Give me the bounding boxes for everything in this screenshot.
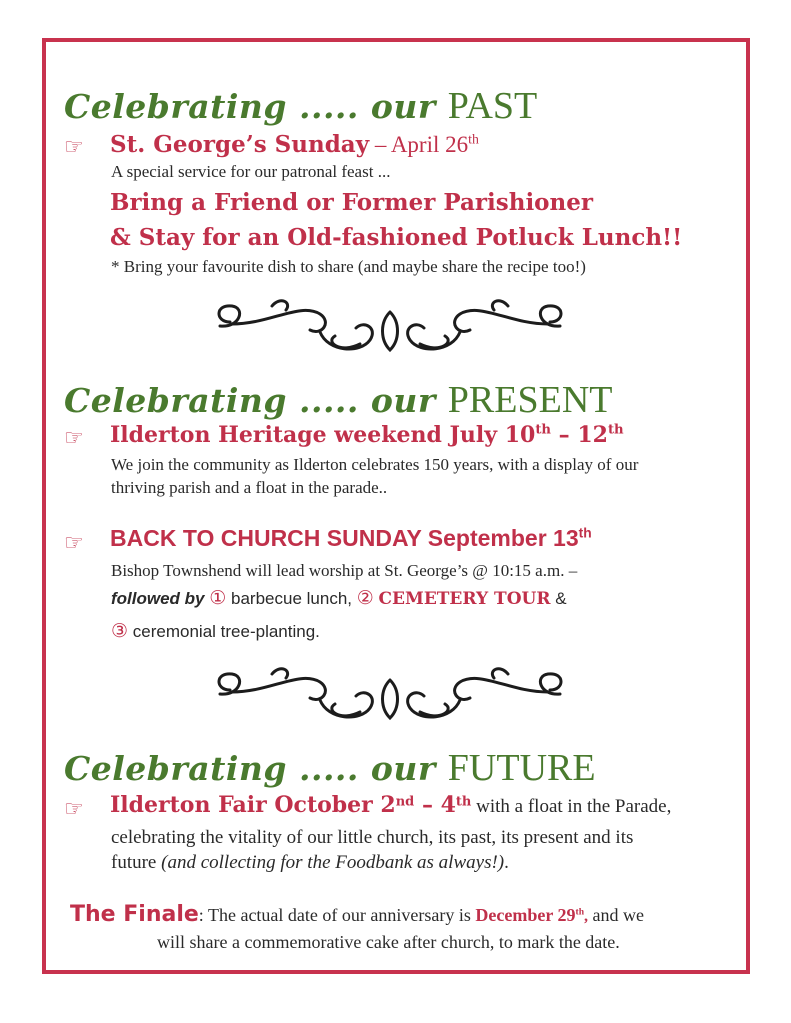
finale-text1: : The actual date of our anniversary is	[198, 905, 476, 925]
fair-line	[110, 792, 671, 818]
present-celebrating: Celebrating ..... our	[64, 381, 436, 420]
pointing-hand-icon: ☞	[64, 135, 84, 160]
amp: &	[555, 589, 567, 608]
item1: barbecue lunch,	[231, 589, 352, 608]
finale-text1-end: and we	[588, 905, 645, 925]
finale-date: December 29	[475, 905, 576, 925]
past-celebrating: Celebrating ..... our	[64, 87, 436, 126]
back-sup: th	[578, 525, 592, 541]
back-title-line	[110, 525, 592, 552]
pointing-hand-icon: ☞	[64, 797, 84, 822]
fair-desc2-line	[111, 852, 509, 874]
fair-desc2: future	[111, 852, 162, 873]
past-event-title: St. George’s Sunday	[110, 131, 370, 158]
finale-title: The Finale	[70, 902, 199, 927]
past-word: PAST	[447, 85, 538, 127]
future-celebrating: Celebrating ..... our	[64, 749, 436, 788]
pointing-hand-icon: ☞	[64, 531, 84, 556]
fair-desc1: celebrating the vitality of our little church, its past, its present and its	[111, 827, 634, 848]
past-note: * Bring your favourite dish to share (and maybe share the recipe too!)	[111, 257, 586, 276]
fair-tail: with a float in the Parade,	[471, 796, 672, 817]
past-event-dash: –	[369, 132, 391, 157]
finale-date-sup: th	[575, 906, 585, 918]
present-heading	[64, 378, 613, 422]
fair-desc2-end: .	[504, 852, 509, 873]
item2-num: ②	[356, 587, 374, 609]
heritage-dash: – 12	[551, 422, 608, 448]
item2: CEMETERY TOUR	[378, 589, 551, 609]
back-desc: Bishop Townshend will lead worship at St. George’s @ 10:15 a.m. –	[111, 561, 578, 580]
past-line2: & Stay for an Old-fashioned Potluck Lunch!!	[110, 224, 683, 251]
fair-title: Ilderton Fair October 2	[110, 792, 396, 818]
item3-line	[111, 620, 320, 642]
past-heading	[64, 84, 537, 128]
past-event-date-sup: th	[468, 131, 479, 147]
heritage-sup1: th	[535, 422, 552, 438]
fair-dash: – 4	[414, 792, 456, 818]
fair-sup1: nd	[395, 794, 415, 810]
followed-line	[111, 587, 567, 609]
heritage-desc1: We join the community as Ilderton celebrates 150 years, with a display of our	[111, 455, 639, 474]
fair-desc2-ital: (and collecting for the Foodbank as always!)	[161, 852, 505, 873]
item3-end: .	[315, 622, 320, 641]
future-word: FUTURE	[447, 747, 596, 789]
heritage-desc2: thriving parish and a float in the parade..	[111, 478, 388, 497]
item3: ceremonial tree-planting	[132, 622, 316, 641]
item1-num: ①	[209, 587, 227, 609]
present-word: PRESENT	[447, 379, 613, 421]
followed-by: followed by	[111, 589, 205, 608]
finale-line1	[70, 902, 644, 927]
past-line1: Bring a Friend or Former Parishioner	[110, 189, 593, 216]
heritage-sup2: th	[607, 422, 624, 438]
back-title: BACK TO CHURCH SUNDAY September 13	[110, 525, 579, 551]
pointing-hand-icon: ☞	[64, 426, 84, 451]
past-event-date: April 26	[390, 132, 469, 157]
future-heading	[64, 746, 596, 790]
past-event-line	[110, 131, 479, 158]
item3-num: ③	[111, 620, 129, 642]
past-desc: A special service for our patronal feast ...	[111, 162, 391, 181]
heritage-title: Ilderton Heritage weekend July 10	[110, 422, 536, 448]
heritage-title-line	[110, 422, 624, 448]
fair-sup2: th	[455, 794, 472, 810]
scroll-flourish-icon	[210, 660, 570, 732]
finale-text2: will share a commemorative cake after church, to mark the date.	[157, 932, 620, 952]
scroll-flourish-icon	[210, 292, 570, 364]
finale-comma: ,	[584, 908, 589, 925]
